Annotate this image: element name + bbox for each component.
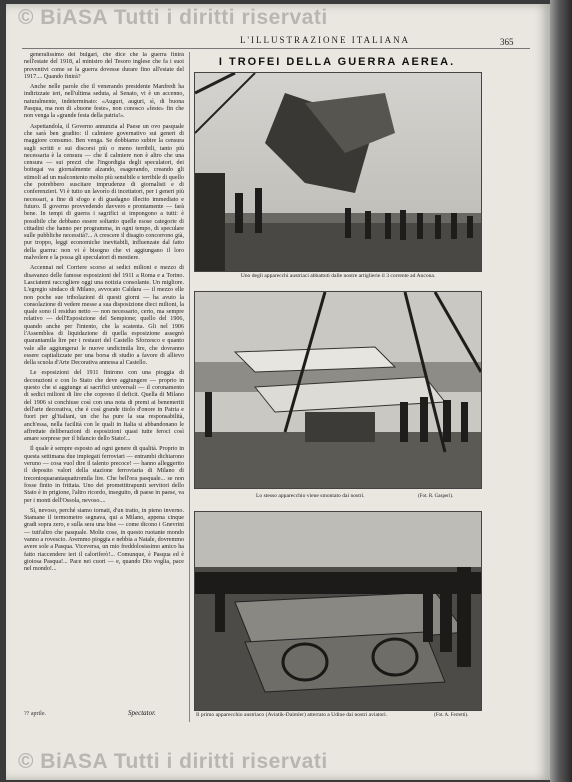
running-title: L'ILLUSTRAZIONE ITALIANA [239, 35, 411, 45]
photo-wrecked-aircraft-ancona [194, 72, 482, 272]
page-number: 365 [500, 37, 514, 47]
watermark-bottom: © BiASA Tutti i diritti riservati [18, 750, 328, 773]
article-paragraph-1: generalissimo dei bulgari, che dice che la guerra finirà nell'estate del 1918, al ministro del Tesoro inglese che fa i suoi preventivi come se la guerra dovesse durare fino all'estate del 1917.... Quando finirà? [24, 52, 184, 80]
article-paragraph-6: Il quale è sempre esposto ad ogni genere di qualità. Proprio in questa settimana due impiegati ferroviari — entrambi dichiarono veruno — cosa vuol dire il talento precoce! — hanno alleggerito il deposito valori della stazione ferroviaria di Milano di trecentoquarantaquattromila lire. Che bell'ora pasquale... se non fosse finito in frittata. Uno dei promettitrapunti servitori dello Stato è in prigione, l'altro ricordo, inseguito, di paese in paese, va per i monti dell'Ossola, nevoso.... [24, 446, 184, 504]
article-signature: Spectator. [128, 709, 156, 717]
article-paragraph-2: Anche nelle parole che il venerando presidente Manfredi ha indirizzate ieri, nell'ultima seduta, al Senato, vi è un accenno, naturalmente, indeterminato: «Auguri, auguri, sì, di buona Pasqua, ma non di «buone feste», non conosco «feste» fin che non venga la «grande festa della patria!». [24, 84, 184, 120]
article-column [24, 52, 184, 722]
article-paragraph-7: Sì, nevoso, perché siamo tornati, d'un tratto, in pieno inverno. Stamane il termometro segnava, qui a Milano, appena cinque gradi sopra zero, e sulla sera una bise — come dicono i Gnevrini — tutt'altro che pasquale. Molte cose, in questo ruotante mondo vanno a rovescio. Avemmo pioggia e nebbia a Natale, dovremmo avere sole a Pasqua. Viceversa, un mio freddolosissimo amico ha fatto riaccendere ieri il caloriferò!... Comunque, è Pasqua ed è gioiosa Pasqua!... Pace nei cuori — e, quando Dio voglia, pace nel mondo!... [24, 507, 184, 573]
article-paragraph-4: Accennai nel Corriere scorso ai sedici milioni e mezzo di disavanzo delle famose esposizioni del 1911 a Roma e a Torino. Lasciatemi raccogliere oggi una notizia consolante. Un migliore. L'egregio sindaco di Milano, avvocato Caldara — il mezzo elle non poche sue tribolazioni di questi giorni — ha avuto la consolazione di vedere messe a sua disposizione dieci milioni, la quale sono il residuo netto — non necessario, certo, ma sempre relativo — dell'Esposizione del Sempione; quello del 1906, quando anche per l'intento, che la scatenta. Gli nel 1906 l'Assemblea di liquidazione di quella esposizione assegnò quarantamila lire per i restauri del Castello Sforzesco e quanto vale alle aggiungerai le nuove undicimila lire, che dovranno essere capitalizzate per una borsa di studio a favore di allievo della scuola d'Arte Decorativa annessa al Castello. [24, 265, 184, 367]
book-spine [550, 0, 572, 782]
photo-aircraft-dismantled [194, 291, 482, 489]
photo-3-caption: Il primo apparecchio austriaco (Aviatik-Daimler) atterrato a Udine dai nostri aviatori. [196, 712, 388, 718]
column-rule [189, 52, 190, 722]
photo-1-caption: Uno degli apparecchi austriaci abbattuti dalle nostre artiglierie il 3 corrente ad Ancona. [240, 273, 436, 279]
header-rule [22, 48, 530, 49]
photo-aviatik-daimler-udine [194, 511, 482, 711]
signature-date: ?? aprile. [24, 711, 46, 717]
article-paragraph-5: Le esposizioni del 1911 finirono con una pioggia di decorazioni e con lo Stato che deve aggiungere — proprio in questo che si aggiunge ai sacrifici universali — il coronamento di sedici milioni di lire che coprono il deficit. Quella di Milano del 1906 si conchiuse così con una nota di premi ai benemeriti dell'arte decorativa, che è così grande titolo d'onore in Patria e fuori per gl'italiani, un che ha pure la sua responsabilità, anch'essa, nella facilità con le quali in Italia si abbandonano le affrettate deliberazioni di esposizioni quasi tutte feroci così amare sorprese per il bilancio dello Stato!... [24, 370, 184, 443]
photo-2-caption: Lo stesso apparecchio viene smontato dai nostri. [256, 493, 365, 499]
article-paragraph-3: Aspettandola, il Governo annunzia al Paese un ovo pasquale che sarà ben gradito: il calmiere governativo sui generi di maggiore consumo. Ben venga. Se dobbiamo subire la censura sugli scritti e sui discorsi più o meno terribili, tanto più necessaria è la censura — che il calmiere non è altro che una censura — sui prezzi che l'ingordigia degli speculatori, dei bottegai va giornalmente alzando, esagerando, creando gli stimoli ad un malcontento molto più sensibile e terribile di quello che potrebbero suscitare imprudenze di giornalisti e di conferenzieri. Vi è tutto un lavorìo di incettatori, per i generi più necessari, a fine di sfogo e di guadagno illecito immediato e futuro. Il governo provvedendo davvero e prontamente — farà bene. In tempi di guerra i sagrifici si impongono a tutti: è possibile che debbano essere soltanto quelle esose categorie di cittadini che hanno per programma, in ogni tempo, di speculare sulle pubbliche necessità?... A crescere il disagio concorrono già, pur troppo, leggi economiche inevitabili, influenzate dal fatto della guerra: non vi è bisogno che vi aggiungano il loro malvolere e la possa gli speculatori di mestiere. [24, 123, 184, 262]
photo-section-title: I TROFEI DELLA GUERRA AEREA. [218, 56, 456, 68]
photo-2-credit: (Fot. R. Gasperi). [418, 494, 454, 499]
watermark-top: © BiASA Tutti i diritti riservati [18, 6, 328, 29]
photo-3-credit: (Fot. A. Ferretti). [434, 713, 469, 718]
